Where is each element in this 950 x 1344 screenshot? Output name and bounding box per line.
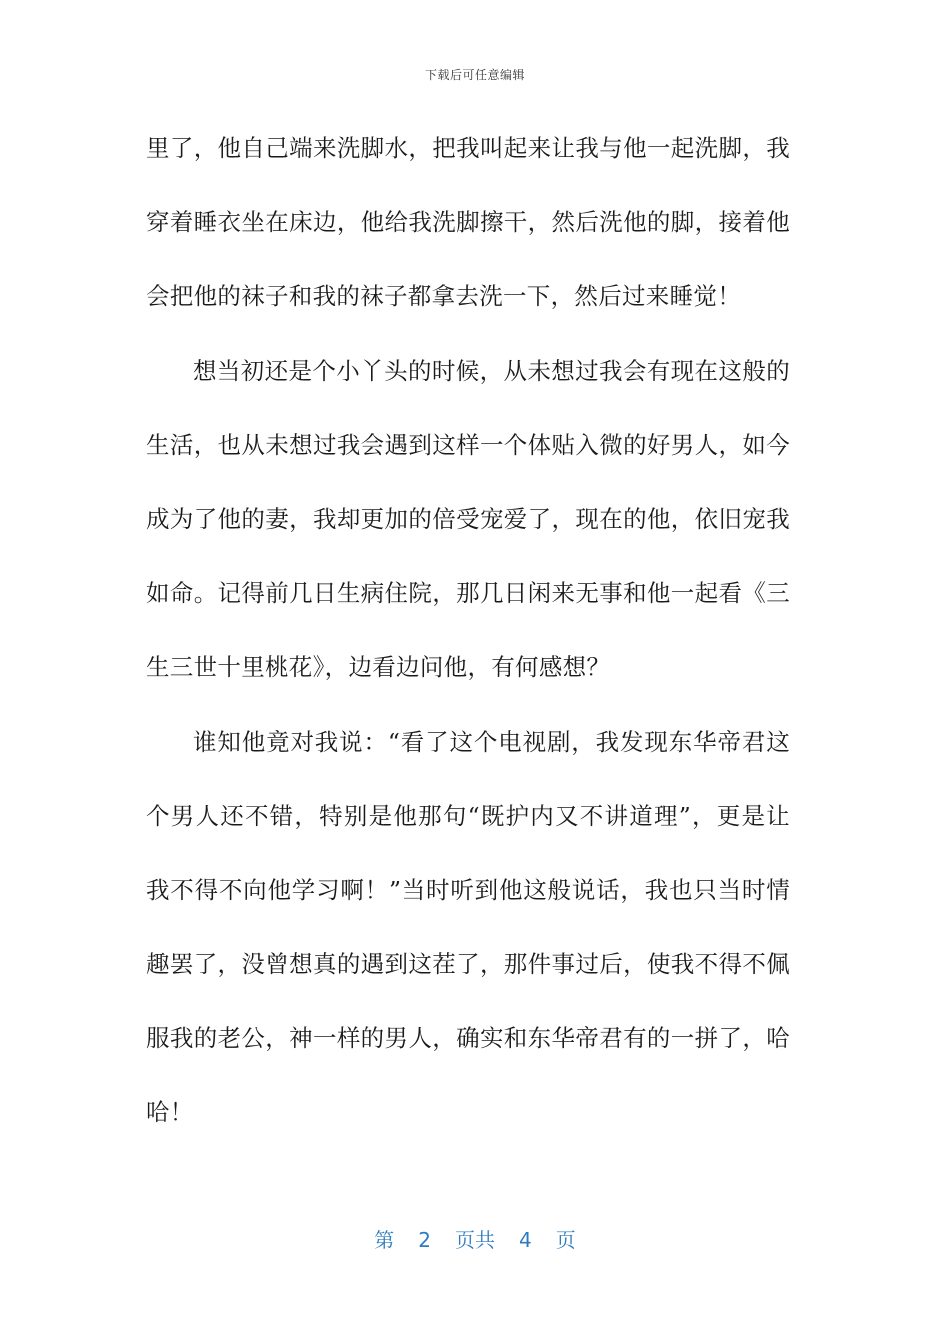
- text-line: 我不得不向他学习啊！”当时听到他这般说话，我也只当时情: [146, 875, 790, 904]
- text-line: 哈！: [146, 1098, 194, 1127]
- text-line: 如命。记得前几日生病住院，那几日闲来无事和他一起看《三: [146, 579, 790, 608]
- text-line: 趣罢了，没曾想真的遇到这茬了，那件事过后，使我不得不佩: [146, 950, 790, 979]
- document-body: [146, 120, 806, 1159]
- footer-suffix: 页: [555, 1228, 576, 1252]
- total-page-number: 4: [519, 1228, 532, 1252]
- footer-middle: 页共: [455, 1228, 495, 1252]
- text-line: 个男人还不错，特别是他那句“既护内又不讲道理”，更是让: [146, 801, 790, 830]
- text-line: 成为了他的妻，我却更加的倍受宠爱了，现在的他，依旧宠我: [146, 504, 790, 533]
- text-line: 穿着睡衣坐在床边，他给我洗脚擦干，然后洗他的脚，接着他: [146, 208, 790, 237]
- text-line: 服我的老公，神一样的男人，确实和东华帝君有的一拼了，哈: [146, 1024, 790, 1053]
- current-page-number: 2: [418, 1228, 431, 1252]
- text-line: 生活，也从未想过我会遇到这样一个体贴入微的好男人，如今: [146, 430, 790, 459]
- text-line: 里了，他自己端来洗脚水，把我叫起来让我与他一起洗脚，我: [146, 134, 790, 162]
- text-line-indent: 想当初还是个小丫头的时候，从未想过我会有现在这般的: [193, 356, 790, 385]
- page-header-note: 下载后可任意编辑: [424, 68, 525, 82]
- page-footer: [0, 1224, 950, 1253]
- text-line: 会把他的袜子和我的袜子都拿去洗一下，然后过来睡觉！: [146, 282, 741, 311]
- footer-prefix: 第: [374, 1228, 395, 1252]
- text-line-indent: 谁知他竟对我说：“看了这个电视剧，我发现东华帝君这: [193, 727, 790, 756]
- text-line: 生三世十里桃花》，边看边问他，有何感想？: [146, 653, 611, 682]
